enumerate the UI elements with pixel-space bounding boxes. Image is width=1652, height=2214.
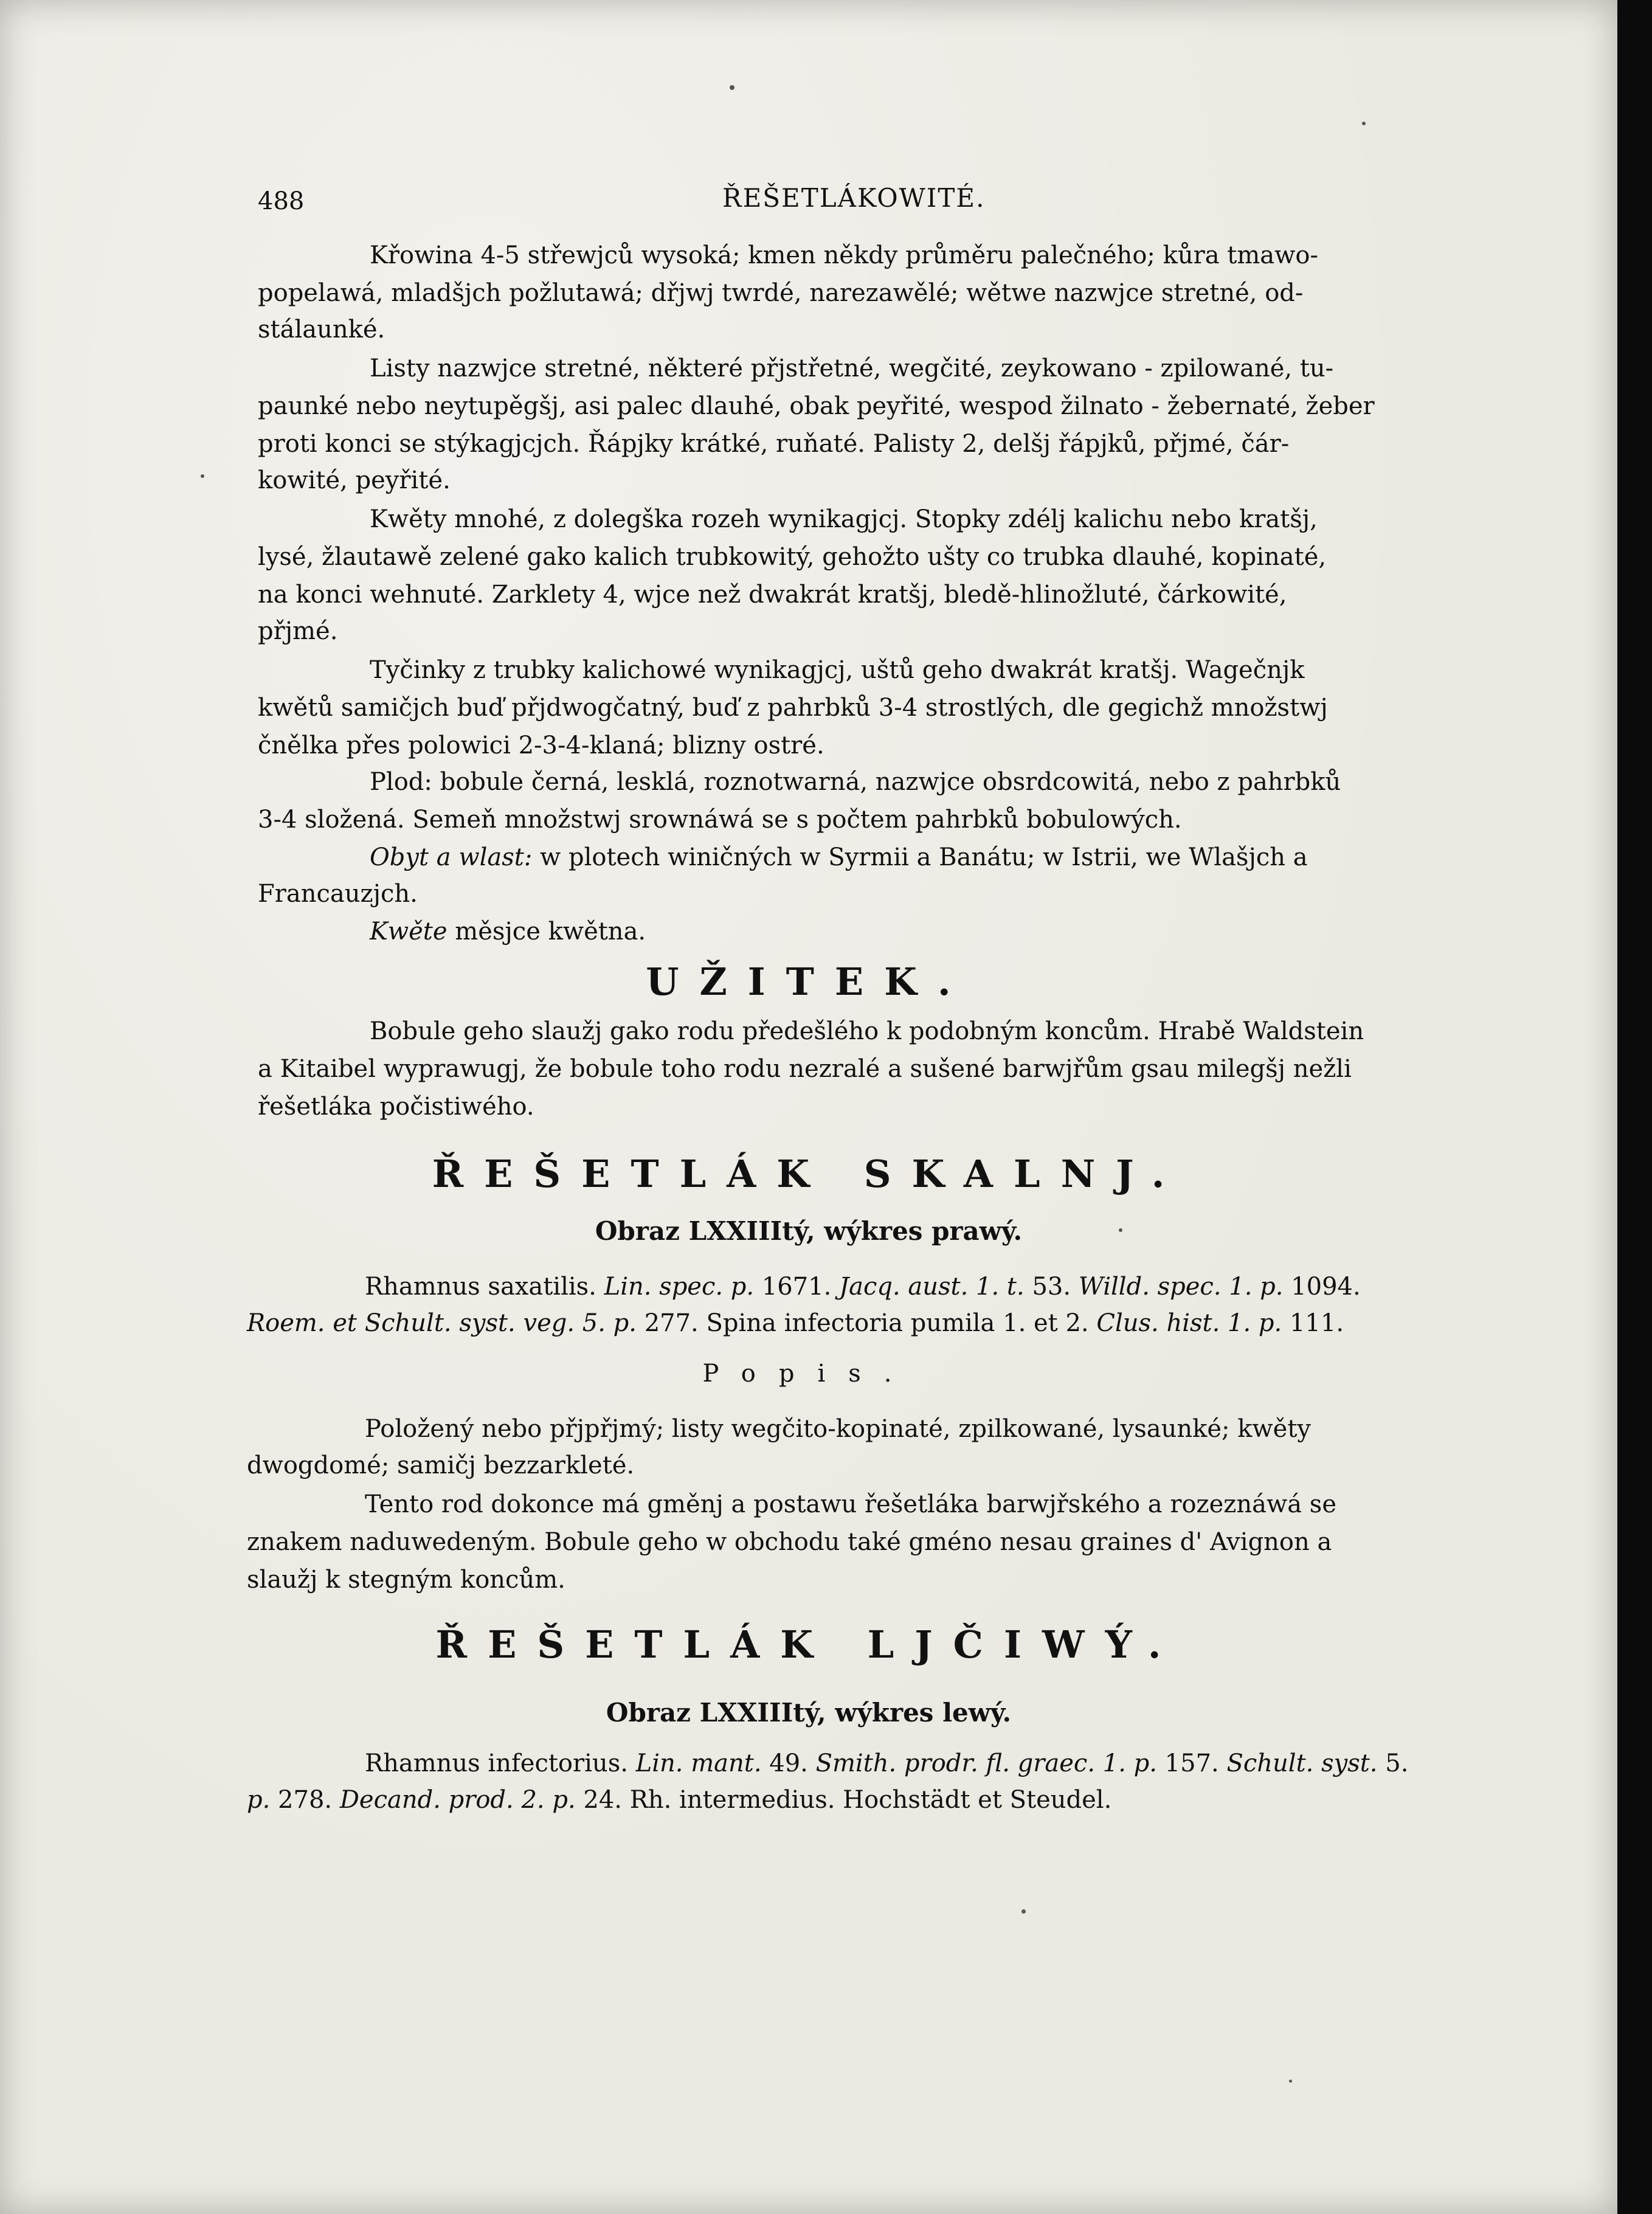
text-line: Plod: bobule černá, lesklá, roznotwarná, nazwjce obsrdcowitá, nebo z pahrbků (370, 768, 1341, 796)
paper-speck (1119, 1228, 1122, 1232)
section-heading-uzitek: UŽITEK. (646, 960, 972, 1004)
text-line: Kwěty mnohé, z dolegška rozeh wynikagjcj. Stopky zdélj kalichu nebo kratšj, (370, 505, 1318, 533)
text-line: Tento rod dokonce má gměnj a postawu řešetláka barwjřského a rozeznáwá se (365, 1490, 1336, 1518)
citation-page: 157. (1164, 1749, 1219, 1777)
habitat-text: w plotech winičných w Syrmii a Banátu; w Istrii, we Wlašjch a (540, 843, 1308, 871)
text-line: proti konci se stýkagjcjch. Řápjky krátké, ruňaté. Palisty 2, delšj řápjků, přjmé, čár- (258, 430, 1290, 458)
synonymy-line (247, 1785, 1111, 1814)
text-line: Tyčinky z trubky kalichowé wynikagjcj, uštů geho dwakrát kratšj. Wagečnjk (370, 656, 1305, 684)
citation: Willd. spec. 1. p. (1078, 1273, 1284, 1301)
citation-page: 53. (1032, 1273, 1071, 1301)
text-line: dwogdomé; samičj bezzarkleté. (247, 1451, 635, 1479)
figure-reference: Obraz LXXIIItý, wýkres prawý. (595, 1216, 1023, 1246)
text-line: a Kitaibel wyprawugj, že bobule toho rodu nezralé a sušené barwjřům gsau milegšj nežli (258, 1055, 1352, 1083)
citation-page: 111. (1289, 1309, 1344, 1337)
citation-page: 1671. (761, 1273, 832, 1301)
paper-speck (730, 85, 734, 90)
synonymy-line (365, 1272, 1361, 1301)
text-line: čnělka přes polowici 2-3-4-klaná; blizny ostré. (258, 732, 824, 759)
text-line: znakem naduwedeným. Bobule geho w obchodu také gméno nesau graines d' Avignon a (247, 1528, 1332, 1556)
species-heading: ŘEŠETLÁK LJČIWÝ. (435, 1622, 1182, 1667)
flowering-text: měsjce kwětna. (455, 918, 646, 946)
citation: Decand. prod. 2. p. (339, 1786, 576, 1814)
synonym-name: Spina infectoria pumila 1. et 2. (706, 1309, 1089, 1337)
synonym-name: Rhamnus infectorius. (365, 1749, 628, 1777)
synonymy-line (247, 1309, 1344, 1338)
citation: p. (247, 1786, 271, 1814)
text-line: přjmé. (258, 617, 338, 645)
text-line: Bobule geho slaužj gako rodu předešlého k podobným koncům. Hrabě Waldstein (370, 1017, 1364, 1045)
running-title: ŘEŠETLÁKOWITÉ. (722, 183, 986, 213)
paper-speck (1362, 122, 1366, 125)
page-number: 488 (258, 187, 305, 215)
paper-speck (1021, 1909, 1026, 1914)
text-line: Křowina 4-5 střewjců wysoká; kmen někdy průměru palečného; kůra tmawo- (370, 241, 1318, 269)
text-line: popelawá, mladšjch požlutawá; dřjwj twrdé, narezawělé; wětwe nazwjce stretné, od- (258, 279, 1304, 307)
synonym-name: Rhamnus saxatilis. (365, 1273, 596, 1301)
citation-page: 277. (644, 1309, 699, 1337)
paper-speck (1289, 2080, 1292, 2083)
text-line: Položený nebo přjpřjmý; listy wegčito-kopinaté, zpilkowané, lysaunké; kwěty (365, 1415, 1312, 1443)
citation: Roem. et Schult. syst. veg. 5. p. (247, 1309, 637, 1337)
citation-page: 5. (1385, 1749, 1409, 1777)
text-line: stálaunké. (258, 316, 385, 344)
species-heading: ŘEŠETLÁK SKALNJ. (432, 1152, 1186, 1196)
citation: Lin. mant. (635, 1749, 762, 1777)
text-line: lysé, žlautawě zelené gako kalich trubkowitý, gehožto ušty co trubka dlauhé, kopinaté, (258, 543, 1327, 571)
text-line: 3-4 složená. Semeň množstwj srownáwá se s počtem pahrbků bobulowých. (258, 806, 1182, 834)
text-line: paunké nebo neytupěgšj, asi palec dlauhé, obak peyřité, wespod žilnato - žebernaté, žeber (258, 392, 1375, 420)
citation: Smith. prodr. fl. graec. 1. p. (815, 1749, 1157, 1777)
citation-page: 24. (583, 1786, 623, 1814)
text-line: kowité, peyřité. (258, 466, 451, 494)
flowering-label: Kwěte (370, 918, 448, 946)
text-line: kwětů samičjch buď přjdwogčatný, buď z pahrbků 3-4 strostlých, dle gegichž množstwj (258, 694, 1328, 722)
citation: Lin. spec. p. (604, 1273, 755, 1301)
paper-speck (201, 474, 204, 478)
figure-reference: Obraz LXXIIItý, wýkres lewý. (606, 1698, 1012, 1728)
flowering-line (370, 917, 646, 946)
citation: Jacq. aust. 1. t. (839, 1273, 1025, 1301)
text-line: řešetláka počistiwého. (258, 1093, 534, 1121)
citation: Schult. syst. (1226, 1749, 1378, 1777)
habitat-label: Obyt a wlast: (370, 843, 533, 871)
synonymy-line (365, 1749, 1408, 1778)
citation-page: 278. (278, 1786, 333, 1814)
scan-border (1617, 0, 1652, 2214)
citation-page: 49. (769, 1749, 808, 1777)
citation: Clus. hist. 1. p. (1096, 1309, 1282, 1337)
text-line: slaužj k stegným koncům. (247, 1566, 565, 1594)
text-line: na konci wehnuté. Zarklety 4, wjce než dwakrát kratšj, bledě-hlinožluté, čárkowité, (258, 581, 1287, 609)
habitat-line (370, 843, 1308, 872)
synonym-name: Rh. intermedius. Hochstädt et Steudel. (629, 1786, 1112, 1814)
text-line: Listy nazwjce stretné, některé přjstřetné, wegčité, zeykowano - zpilowané, tu- (370, 355, 1334, 382)
popis-heading: Popis. (702, 1360, 915, 1388)
habitat-continuation: Francauzjch. (258, 880, 418, 908)
citation-page: 1094. (1291, 1273, 1361, 1301)
